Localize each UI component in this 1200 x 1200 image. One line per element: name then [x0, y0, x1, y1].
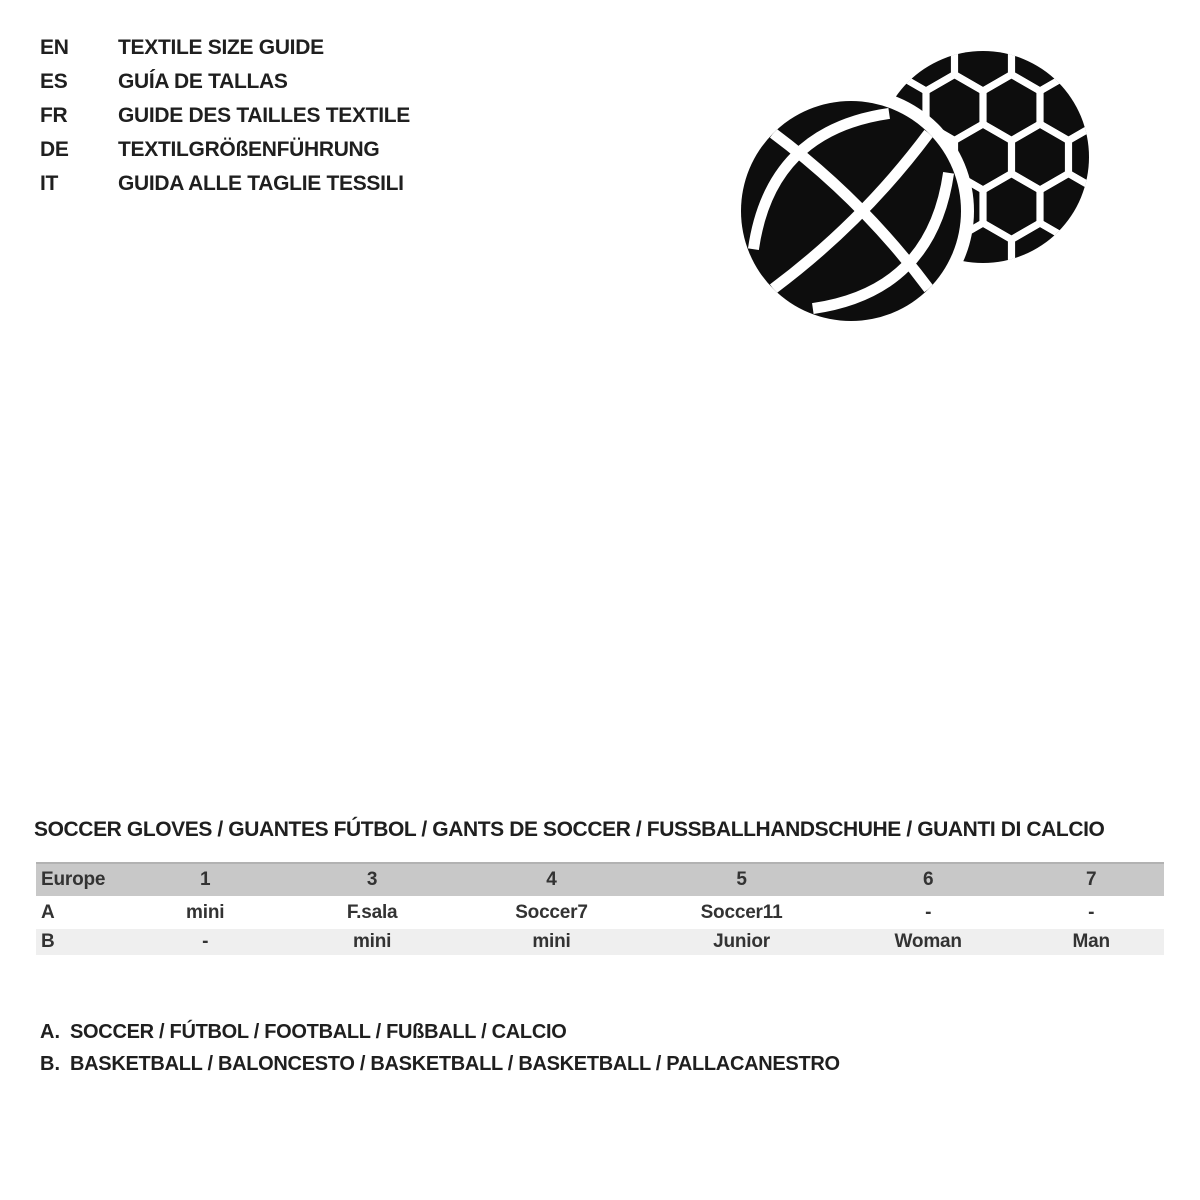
table-cell: - [1088, 901, 1095, 923]
language-row-de [40, 133, 410, 167]
table-header-cell: 4 [546, 869, 557, 890]
legend [40, 1016, 840, 1080]
sports-balls-graphic [710, 40, 1110, 330]
language-label: GUIDE DES TAILLES TEXTILE [118, 104, 410, 127]
language-row-es [40, 65, 410, 99]
row-label: A [41, 901, 55, 923]
table-cell: mini [186, 901, 225, 923]
table-cell: F.sala [346, 901, 398, 923]
language-row-en [40, 31, 410, 65]
table-title: SOCCER GLOVES / GUANTES FÚTBOL / GANTS DE SOCCER / FUSSBALLHANDSCHUHE / GUANTI DI CALCIO [34, 818, 1105, 841]
table-row-b [36, 929, 1164, 955]
language-row-it [40, 167, 410, 201]
table-header-cell: 6 [923, 869, 934, 890]
language-label: GUIDA ALLE TAGLIE TESSILI [118, 172, 404, 195]
language-code: IT [40, 172, 59, 195]
table-header-cell: 3 [366, 869, 378, 890]
legend-row-a [40, 1016, 840, 1048]
language-code: FR [40, 104, 68, 127]
table-header-cell-europe: Europe [41, 869, 106, 890]
legend-row-b [40, 1048, 840, 1080]
table-header-cell: 5 [736, 869, 747, 890]
legend-marker: A. [40, 1020, 60, 1043]
table-cell: Woman [894, 931, 962, 952]
size-guide-table [36, 862, 1164, 955]
language-code: DE [40, 138, 69, 161]
table-header-cell: 7 [1085, 869, 1097, 890]
table-header-row [36, 862, 1164, 896]
table-cell: Junior [713, 931, 770, 952]
row-label: B [41, 931, 55, 952]
legend-label: SOCCER / FÚTBOL / FOOTBALL / FUßBALL / CALCIO [70, 1020, 567, 1043]
table-cell: mini [352, 931, 392, 952]
language-row-fr [40, 99, 410, 133]
table-header-cell: 1 [199, 869, 211, 890]
language-code: ES [40, 70, 68, 93]
table-cell: Soccer11 [700, 901, 783, 923]
language-label: TEXTILGRÖßENFÜHRUNG [118, 138, 380, 161]
language-code: EN [40, 36, 69, 59]
legend-label: BASKETBALL / BALONCESTO / BASKETBALL / BASKETBALL / PALLACANESTRO [70, 1052, 840, 1075]
table-cell: - [925, 901, 932, 923]
table-cell: Man [1072, 931, 1110, 952]
table-row-a [36, 896, 1164, 929]
table-cell: - [202, 931, 209, 952]
table-cell: Soccer7 [515, 901, 588, 923]
table-cell: mini [532, 931, 571, 952]
language-list [40, 31, 410, 201]
language-label: GUÍA DE TALLAS [118, 70, 288, 93]
legend-marker: B. [40, 1052, 60, 1075]
language-label: TEXTILE SIZE GUIDE [118, 36, 324, 59]
